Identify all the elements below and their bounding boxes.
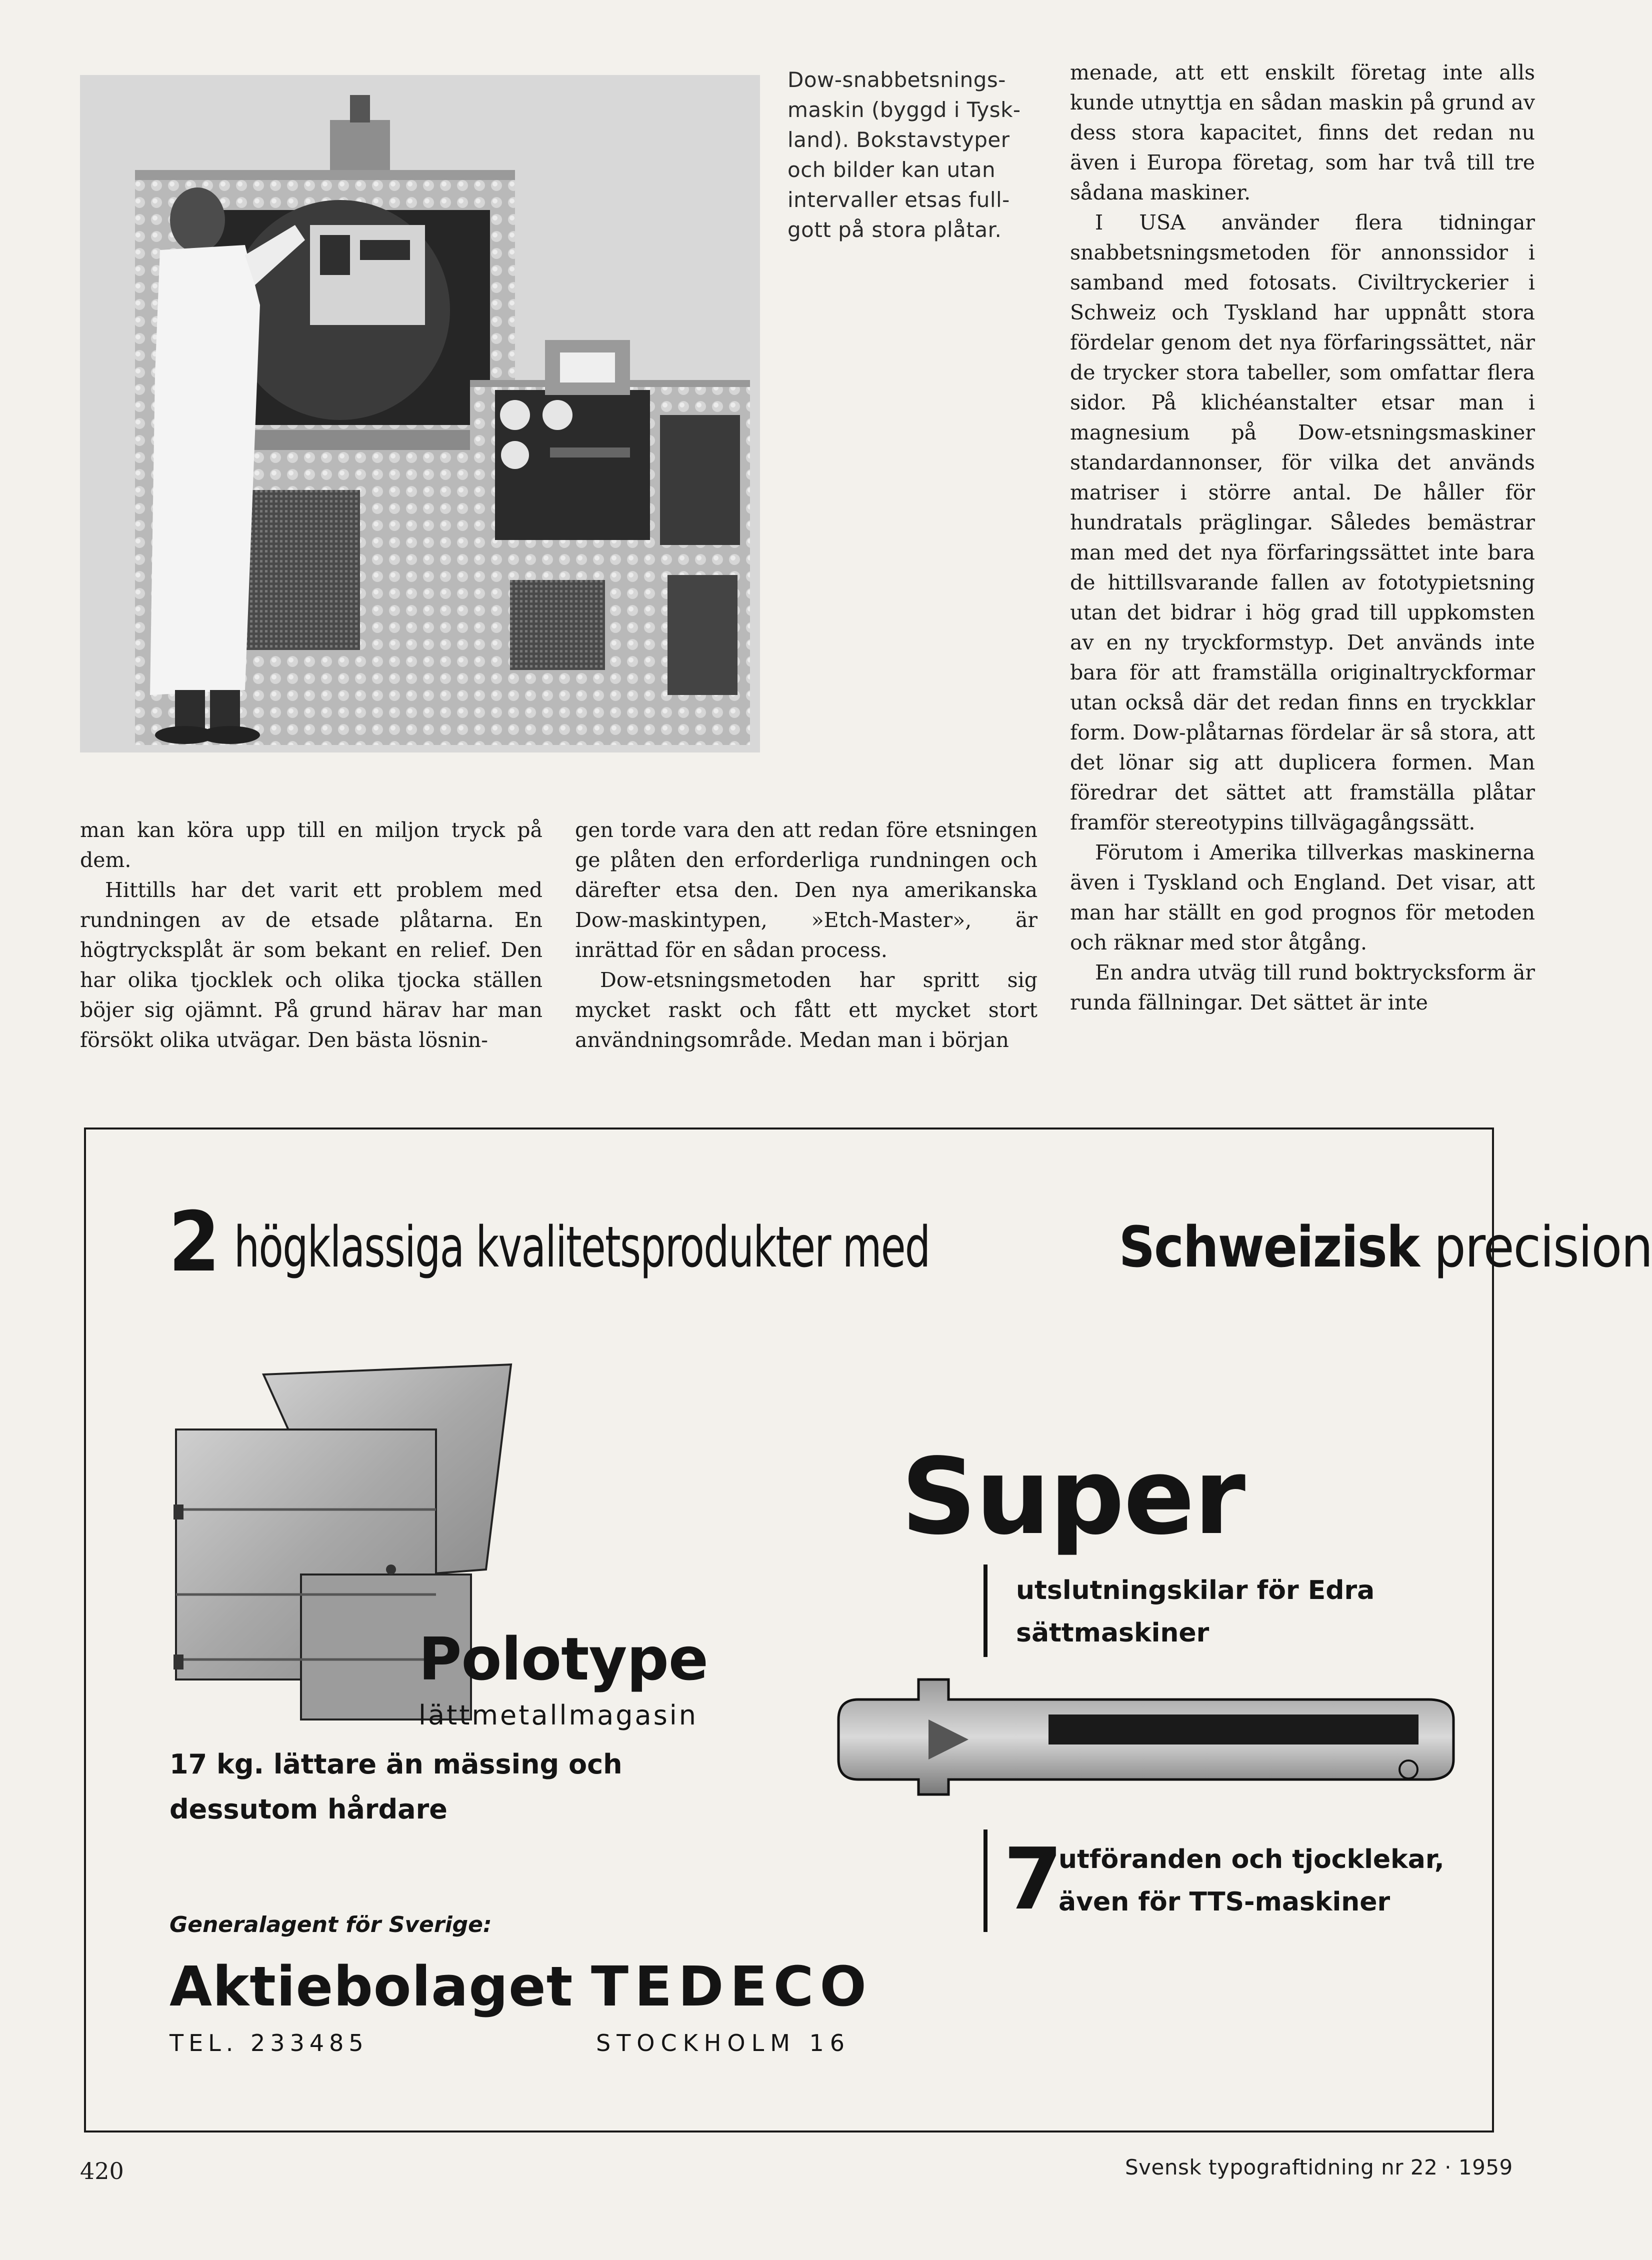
etching-machine-photo bbox=[80, 75, 760, 752]
variant-description: utföranden och tjocklekar, även för TTS-maskiner bbox=[1058, 1844, 1444, 1917]
super-description: utslutningskilar för Edra sättmaskiner bbox=[1016, 1576, 1375, 1648]
ad-headline-text: högklassiga kvalitetsprodukter med bbox=[234, 1215, 930, 1280]
super-title: Super bbox=[901, 1436, 1245, 1558]
paragraph: menade, att ett enskilt företag inte alls kunde utnyttja en sådan maskin på grund av dess stora kapacitet, finns det redan nu även i Europa företag, som har två till tre sådana maskiner. bbox=[1070, 60, 1535, 204]
divider-bar bbox=[984, 1564, 988, 1657]
caption-line: maskin (byggd i Tysk- bbox=[788, 98, 1021, 122]
article-column-3 bbox=[1070, 58, 1535, 1018]
ad-headline-number: 2 bbox=[168, 1194, 220, 1290]
machine-illustration bbox=[80, 75, 760, 752]
caption-line: gott på stora plåtar. bbox=[788, 218, 1002, 242]
variant-count: 7 bbox=[1004, 1830, 1063, 1929]
city: STOCKHOLM 16 bbox=[596, 2030, 851, 2056]
paragraph: I USA använder flera tidningar snabbetsningsmetoden för annonssidor i samband med fotosats. Civiltryckerier i Schweiz och Tyskland har uppnått stora fördelar genom det nya förfaringssättet, när de trycker stora tabeller, som omfattar flera sidor. På klichéanstalter etsar man i magnesium på Dow-etsningsmaskiner standardannonser, för vilka det används matriser i större antal. De håller för hundratals präglingar. Således bemästrar man med det nya förfaringssättet inte bara de hittillsvarande fallen av fototypietsning utan det bidrar i hög grad till uppkomsten av en ny tryckformstyp. Det används inte bara för att framställa originaltryckformar utan också där det redan finns en tryckklar form. Dow-plåtarnas fördelar är så stora, att det lönar sig att duplicera formen. Man föredrar det sättet att framställa plåtar framför stereotypins tillvägagångssätt. bbox=[1070, 210, 1535, 834]
paragraph: Förutom i Amerika tillverkas maskinerna även i Tyskland och England. Det visar, att man har ställt en god prognos för metoden och räknar med stor åtgång. bbox=[1070, 840, 1535, 954]
paragraph: Dow-etsningsmetoden har spritt sig mycket raskt och fått ett mycket stort användningsområde. Medan man i början bbox=[575, 968, 1038, 1052]
company-name: Aktiebolaget bbox=[170, 1954, 574, 2018]
paragraph: Hittills har det varit ett problem med rundningen av de etsade plåtarna. En högtrycksplåt är som bekant en relief. Den har olika tjocklek och olika tjocka ställen böjer sig ojämnt. På grund härav har man försökt olika utvägar. Den bästa lösnin- bbox=[80, 878, 542, 1052]
journal-footer: Svensk typograftidning nr 22 · 1959 bbox=[1125, 2155, 1513, 2180]
brand-name: TEDECO bbox=[591, 1954, 872, 2018]
paragraph: gen torde vara den att redan före etsningen ge plåten den erforderliga rundningen och därefter etsa den. Den nya amerikanska Dow-maskintypen, »Etch-Master», är inrättad för en sådan process. bbox=[575, 818, 1038, 962]
polotype-description: 17 kg. lättare än mässing och dessutom hårdare bbox=[170, 1748, 622, 1825]
divider-bar bbox=[984, 1830, 988, 1932]
photo-caption bbox=[788, 65, 1048, 245]
caption-line: och bilder kan utan bbox=[788, 158, 996, 182]
caption-line: Dow-snabbetsnings- bbox=[788, 68, 1006, 92]
paragraph: man kan köra upp till en miljon tryck på dem. bbox=[80, 818, 542, 872]
polotype-title: Polotype bbox=[418, 1624, 708, 1694]
article-column-1 bbox=[80, 815, 542, 1055]
spacer-wedge-image bbox=[828, 1660, 1458, 1800]
ad-headline-end: precision bbox=[1434, 1215, 1652, 1280]
article-column-2 bbox=[575, 815, 1038, 1055]
ad-headline-bold: Schweizisk bbox=[1118, 1215, 1419, 1280]
caption-line: land). Bokstavstyper bbox=[788, 128, 1010, 152]
polotype-subtitle: lättmetallmagasin bbox=[418, 1700, 698, 1731]
general-agent-label: Generalagent för Sverige: bbox=[170, 1912, 492, 1938]
telephone: TEL. 233485 bbox=[170, 2030, 368, 2056]
advertisement-box bbox=[84, 1128, 1652, 2132]
caption-line: intervaller etsas full- bbox=[788, 188, 1010, 212]
page-number: 420 bbox=[80, 2158, 124, 2184]
paragraph: En andra utväg till rund boktrycksform är runda fällningar. Det sättet är inte bbox=[1070, 960, 1535, 1014]
